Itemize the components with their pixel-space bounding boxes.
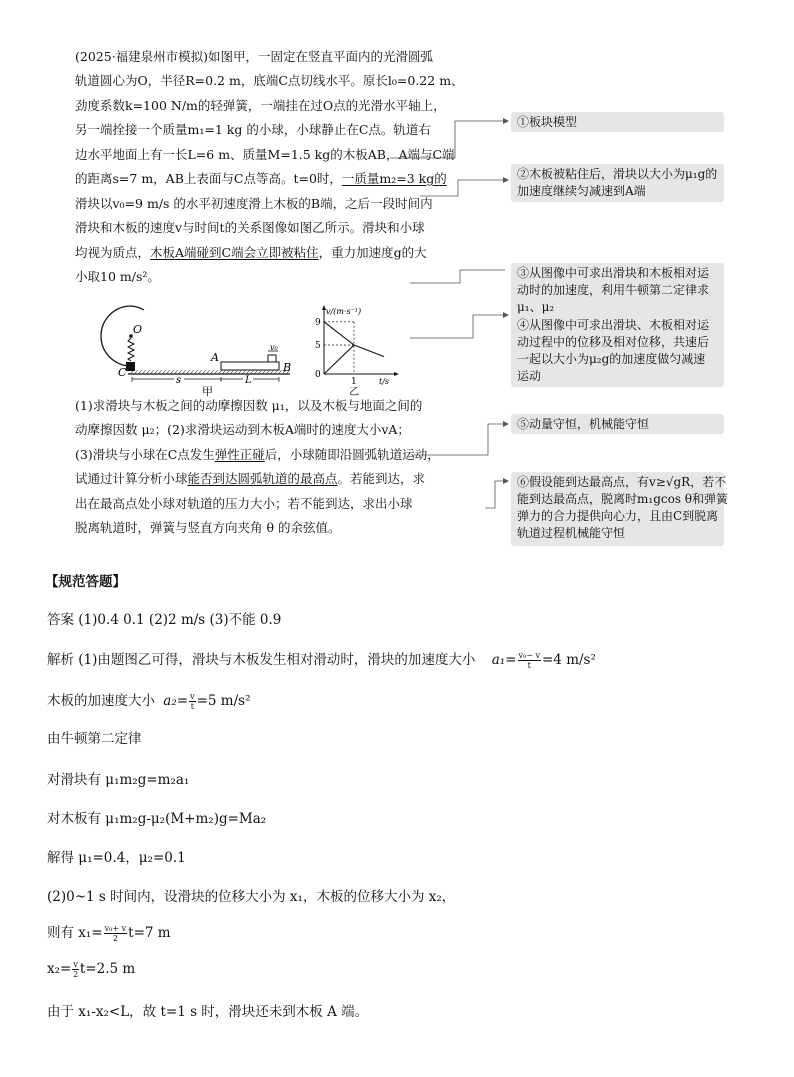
label-C: C [118, 366, 127, 379]
note-6 [511, 472, 729, 546]
caption-jia: 甲 [202, 385, 213, 398]
solve-line: 解得 μ₁=0.4，μ₂=0.1 [47, 850, 186, 866]
note-text: ⑤动量守恒，机械能守恒 [517, 417, 650, 431]
x-tick-label: 1 [351, 377, 357, 387]
fraction [72, 960, 79, 979]
problem-line: 小取10 m/s²。 [75, 269, 160, 284]
fraction [518, 651, 542, 670]
underlined-text: 木板A端碰到C端会立即被粘住 [150, 245, 319, 260]
fraction [104, 924, 128, 943]
label-s: s [176, 375, 182, 386]
analysis-line [47, 648, 596, 670]
note-2 [511, 164, 724, 202]
underlined-text: 弹性正碰 [214, 447, 265, 462]
leader-line-6 [485, 481, 505, 508]
formula-a1-value: =4 m/s² [542, 652, 596, 668]
label-B: B [283, 361, 292, 374]
problem-line: 劲度系数k=100 N/m的轻弹簧，一端挂在过O点的光滑水平轴上， [75, 98, 446, 113]
x1-text: 则有 x₁= [47, 925, 103, 941]
note-text: ②木板被粘住后，滑块以大小为μ₁g的 [517, 167, 718, 181]
fraction-den: t [190, 702, 194, 711]
note-text: ④从图像中可求出滑块、木板相对运 [517, 317, 710, 332]
problem-line: (2025·福建泉州市模拟)如图甲，一固定在竖直平面内的光滑圆弧 [75, 49, 434, 64]
solution-heading: 【规范答题】 [45, 574, 126, 590]
underlined-text: 一质量m₂=3 kg的 [341, 171, 447, 186]
y-axis-label: v/(m·s⁻¹) [326, 307, 362, 316]
answer-line: 答案 (1)0.4 0.1 (2)2 m/s (3)不能 0.9 [47, 612, 282, 628]
x1-line [47, 921, 171, 943]
problem-line-text: 均视为质点， [75, 245, 151, 260]
leader-line-2b [410, 270, 505, 283]
x2-line [47, 960, 135, 979]
question-text: 后，小球随即沿圆弧轨道运动， [264, 447, 440, 462]
y-tick-label: 9 [315, 317, 321, 328]
formula-a2-value: =5 m/s² [196, 693, 251, 709]
analysis-text: 解析 (1)由题图乙可得，滑块与木板发生相对滑动时，滑块的加速度大小 [47, 652, 476, 668]
problem-line-text: 的距离s=7 m，AB上表面与C点等高。t=0时， [75, 171, 342, 186]
arrow-head [503, 312, 509, 318]
problem-line: 轨道圆心为O，半径R=0.2 m，底端C点切线水平。原长l₀=0.22 m、 [75, 73, 464, 88]
note-3 [511, 263, 724, 387]
leader-line-5 [412, 424, 505, 455]
fraction-den: t [527, 661, 531, 670]
note-text: 加速度继续匀减速到A端 [517, 184, 646, 198]
problem-line: 滑块和木板的速度v与时间t的关系图像如图乙所示。滑块和小球 [75, 220, 425, 235]
fraction-den: 2 [112, 934, 118, 943]
problem-line: 滑块以v₀=9 m/s 的水平初速度滑上木板的B端，之后一段时间内 [75, 196, 433, 211]
arrow-head [503, 478, 509, 484]
leader-line-2 [420, 180, 505, 196]
caption-yi: 乙 [349, 387, 359, 398]
problem-line: 另一端拴接一个质量m₁=1 kg 的小球，小球静止在C点。轨道右 [75, 122, 431, 137]
question-line: 出在最高点处小球对轨道的压力大小；若不能到达，求出小球 [75, 496, 413, 511]
note-text: 动时的加速度，利用牛顿第二定律求 [517, 283, 710, 298]
board-accel-line [47, 689, 251, 711]
label-O: O [133, 323, 143, 336]
board-equation: 对木板有 μ₁m₂g-μ₂(M+m₂)g=Ma₂ [47, 811, 267, 827]
fraction-num: v₀+ v [104, 924, 127, 933]
x2-text: x₂= [47, 961, 72, 977]
arrow-head [503, 421, 509, 427]
arrow-head [503, 118, 509, 124]
y-tick-label: 0 [315, 370, 321, 380]
x2-value: t=2.5 m [79, 961, 136, 977]
label-v0: v₀ [270, 343, 278, 352]
note-text: ⑥假设能到达最高点，有v≥√gR，若不 [517, 475, 727, 489]
newton-line: 由牛顿第二定律 [47, 731, 142, 747]
question-text: (3)滑块与小球在C点发生 [75, 447, 215, 462]
note-text: ①板块模型 [517, 115, 578, 129]
fraction-num: v₀− v [518, 651, 540, 660]
fraction-num: v [73, 960, 78, 969]
note-5 [511, 414, 724, 434]
problem-line: 边水平地面上有一长L=6 m、质量M=1.5 kg的木板AB，A端与C端 [75, 147, 455, 162]
note-1 [511, 112, 724, 132]
underlined-text: 能否到达圆弧轨道的最高点 [187, 471, 338, 486]
board-text: 木板的加速度大小 [47, 693, 155, 709]
y-tick-label: 5 [315, 341, 321, 351]
problem-line-text: ，重力加速度g的大 [318, 245, 427, 260]
fraction [189, 692, 196, 711]
label-L: L [245, 375, 252, 386]
leader-line-1 [390, 121, 505, 158]
arrow-head [503, 177, 509, 183]
note-text: ③从图像中可求出滑块和木板相对运 [517, 266, 710, 280]
note-text: 弹力的合力提供向心力，且由C到脱离 [517, 509, 719, 523]
formula-a2: a₂= [163, 693, 189, 709]
fraction-den: 2 [73, 970, 79, 979]
x-axis-label: t/s [379, 377, 390, 386]
note-text: 能到达最高点，脱离时m₁gcos θ和弹簧 [517, 492, 729, 506]
conclusion-line: 由于 x₁-x₂<L，故 t=1 s 时，滑块还未到木板 A 端。 [47, 1004, 369, 1020]
question-text: 试通过计算分析小球 [75, 471, 188, 486]
note-text: 运动 [517, 369, 542, 384]
x1-value: t=7 m [128, 925, 171, 941]
formula-a1: a₁= [491, 652, 517, 668]
note-text: μ₁、μ₂ [517, 300, 555, 315]
note-text: 一起以大小为μ₂g的加速度做匀减速 [517, 352, 706, 367]
part2-line: (2)0~1 s 时间内，设滑块的位移大小为 x₁，木板的位移大小为 x₂， [47, 889, 456, 905]
question-text: 。若能到达，求 [337, 471, 426, 486]
note-text: 轨道过程机械能守恒 [517, 526, 626, 540]
slider-equation: 对滑块有 μ₁m₂g=m₂a₁ [47, 772, 190, 788]
label-A: A [211, 351, 219, 364]
leader-line-3 [410, 315, 505, 338]
note-text: 动过程中的位移及相对位移，共速后 [517, 334, 710, 349]
question-line: 动摩擦因数 μ₂；(2)求滑块运动到木板A端时的速度大小vA； [75, 422, 410, 437]
fraction-num: v [190, 692, 195, 701]
question-line: (1)求滑块与木板之间的动摩擦因数 μ₁，以及木板与地面之间的 [75, 398, 423, 413]
question-line: 脱离轨道时，弹簧与竖直方向夹角 θ 的余弦值。 [75, 520, 341, 535]
